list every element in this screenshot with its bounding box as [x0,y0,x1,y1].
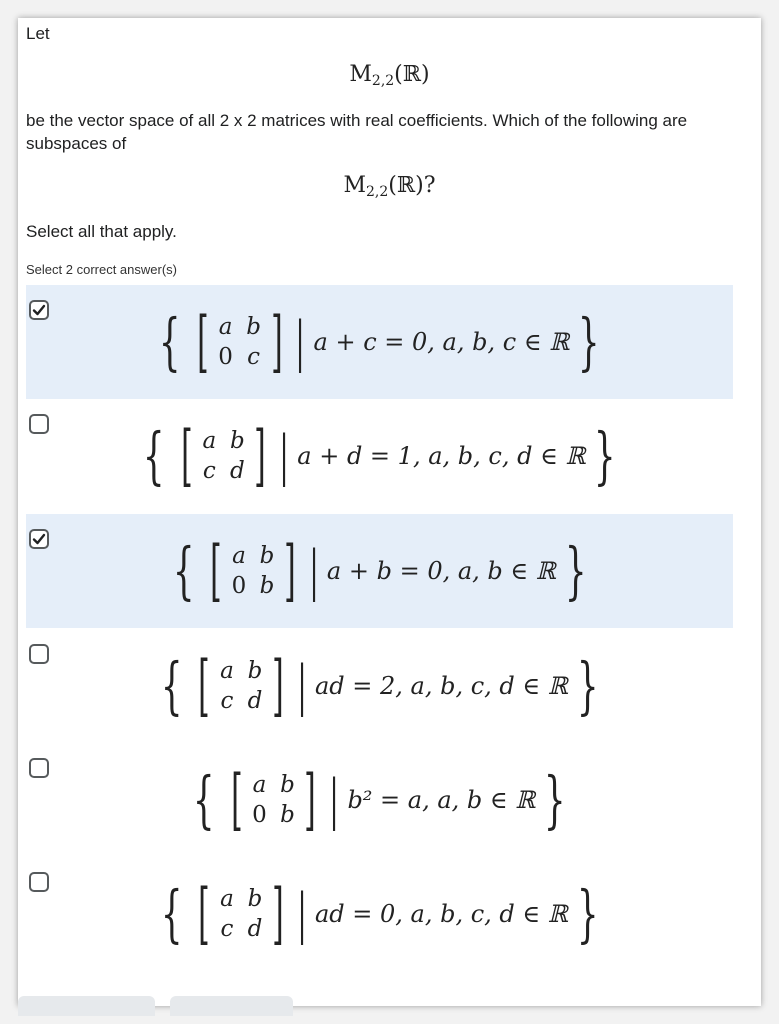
matrix-entry: a [220,658,234,684]
right-brace: } [576,649,599,722]
option-formula-4 [26,629,733,743]
right-brace: } [594,419,616,492]
matrix [225,541,281,601]
matrix-entry: b [247,886,263,912]
question-intro: Let [26,24,50,43]
right-brace: } [578,305,600,378]
matrix-entry: c [220,916,234,942]
right-brace: } [576,877,599,950]
matrix-entry: d [247,916,263,942]
matrix-entry: b [247,658,263,684]
answer-option-1[interactable] [26,285,733,399]
matrix [245,770,301,830]
matrix [213,656,269,716]
matrix [213,884,269,944]
left-brace: { [160,877,183,950]
next-button[interactable] [170,996,293,1016]
answer-option-6[interactable] [26,857,733,971]
such-that-bar: | [329,768,339,831]
left-bracket: [ [210,532,222,609]
answer-option-3[interactable] [26,514,733,628]
matrix [212,312,268,372]
matrix-entry: c [220,688,234,714]
option-formula-6 [26,857,733,971]
space-subscript-2: 2,2 [366,184,389,200]
matrix-entry: a [218,314,233,340]
space-expression-2 [18,173,761,200]
left-bracket: [ [180,417,193,494]
previous-button[interactable] [18,996,155,1016]
matrix-entry: c [247,344,261,370]
option-condition: ad = 2, a, b, c, d ∈ ℝ [314,672,568,700]
right-bracket: ] [272,875,284,952]
option-formula-2 [26,399,733,513]
left-bracket: [ [198,875,210,952]
option-condition: a + c = 0, a, b, c ∈ ℝ [313,328,570,356]
space-symbol-2: M [343,173,366,198]
right-bracket: ] [272,647,284,724]
left-bracket: [ [198,647,210,724]
matrix-entry: b [259,573,275,599]
right-bracket: ] [284,532,296,609]
option-formula-3 [26,514,733,628]
right-bracket: ] [254,417,266,494]
right-brace: } [544,763,566,836]
answer-count-hint: Select 2 correct answer(s) [26,262,177,277]
matrix-entry: b [280,802,295,828]
matrix-entry: b [259,543,275,569]
right-bracket: ] [270,303,283,380]
answer-option-4[interactable] [26,629,733,743]
option-condition: a + d = 1, a, b, c, d ∈ ℝ [297,442,586,470]
question-body: be the vector space of all 2 x 2 matrices with real coefficients. Which of the following are subspaces of [26,111,688,153]
matrix-entry: 0 [218,344,233,370]
left-brace: { [172,534,195,607]
matrix-entry: b [229,428,245,454]
matrix-entry: 0 [231,573,247,599]
space-expression-1 [18,62,761,89]
option-formula-5 [26,743,733,857]
right-brace: } [564,534,587,607]
space-field-question: (ℝ)? [388,173,436,198]
question-card [18,18,761,1006]
matrix-entry: c [202,458,216,484]
such-that-bar: | [297,882,307,945]
left-brace: { [159,305,181,378]
right-bracket: ] [304,761,317,838]
matrix [195,426,251,486]
option-formula-1 [26,285,733,399]
left-bracket: [ [230,761,243,838]
matrix-entry: a [202,428,217,454]
matrix-entry: 0 [252,802,267,828]
such-that-bar: | [295,310,305,373]
left-brace: { [193,763,215,836]
matrix-entry: d [229,458,245,484]
matrix-entry: b [246,314,261,340]
space-symbol: M [349,62,372,87]
space-subscript: 2,2 [371,73,395,89]
space-field: (ℝ) [394,62,430,87]
such-that-bar: | [297,654,307,717]
answer-option-5[interactable] [26,743,733,857]
such-that-bar: | [279,424,289,487]
option-condition: b² = a, a, b ∈ ℝ [347,786,536,814]
matrix-entry: a [252,772,267,798]
matrix-entry: a [232,543,246,569]
option-condition: ad = 0, a, b, c, d ∈ ℝ [314,900,568,928]
left-brace: { [142,419,165,492]
instruction-text: Select all that apply. [26,222,177,241]
answer-option-2[interactable] [26,399,733,513]
such-that-bar: | [309,539,319,602]
matrix-entry: a [220,886,234,912]
left-brace: { [160,649,183,722]
option-condition: a + b = 0, a, b ∈ ℝ [326,557,556,585]
matrix-entry: d [247,688,263,714]
left-bracket: [ [196,303,209,380]
matrix-entry: b [280,772,295,798]
